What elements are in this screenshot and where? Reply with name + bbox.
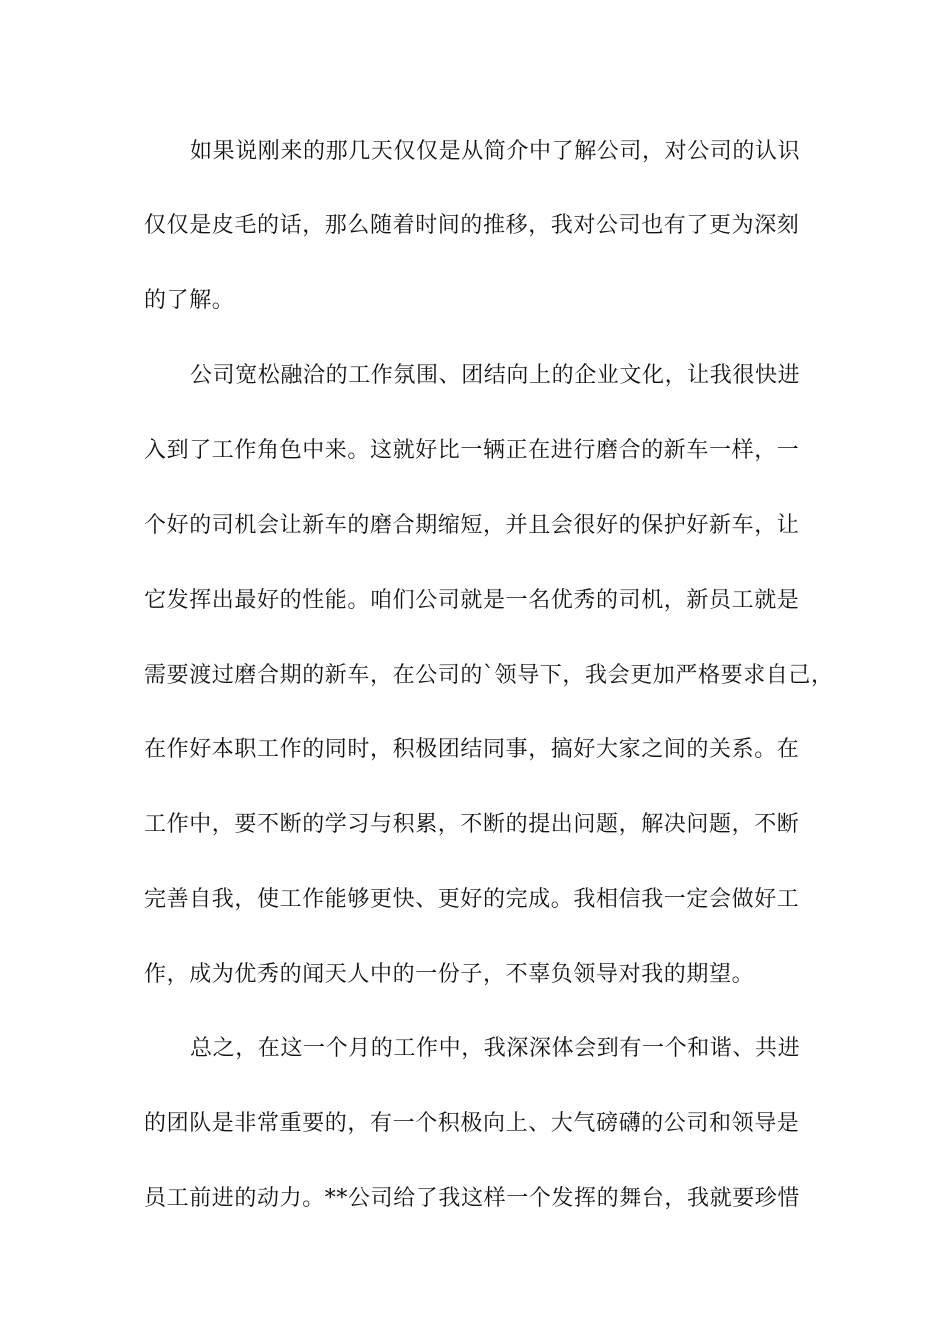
text-line: 作，成为优秀的闻天人中的一份子，不辜负领导对我的期望。 bbox=[144, 962, 755, 987]
text-line: 的了解。 bbox=[144, 288, 235, 313]
text-line: 需要渡过磨合期的新车，在公司的`领导下，我会更加严格要求自己， bbox=[144, 663, 834, 688]
text-line: 如果说刚来的那几天仅仅是从简介中了解公司，对公司的认识 bbox=[190, 139, 801, 164]
text-line: 总之，在这一个月的工作中，我深深体会到有一个和谐、共进 bbox=[190, 1036, 801, 1061]
text-line: 工作中，要不断的学习与积累，不断的提出问题，解决问题，不断 bbox=[144, 812, 800, 837]
text-line: 入到了工作角色中来。这就好比一辆正在进行磨合的新车一样，一 bbox=[144, 438, 800, 463]
text-line: 员工前进的动力。**公司给了我这样一个发挥的舞台，我就要珍惜 bbox=[144, 1186, 801, 1211]
text-line: 公司宽松融洽的工作氛围、团结向上的企业文化，让我很快进 bbox=[190, 363, 801, 388]
text-line: 仅仅是皮毛的话，那么随着时间的推移，我对公司也有了更为深刻 bbox=[144, 213, 800, 238]
text-line: 它发挥出最好的性能。咱们公司就是一名优秀的司机，新员工就是 bbox=[144, 588, 800, 613]
text-line: 在作好本职工作的同时，积极团结同事，搞好大家之间的关系。在 bbox=[144, 737, 800, 762]
text-line: 完善自我，使工作能够更快、更好的完成。我相信我一定会做好工 bbox=[144, 887, 800, 912]
text-line: 的团队是非常重要的，有一个积极向上、大气磅礴的公司和领导是 bbox=[144, 1111, 800, 1136]
text-line: 个好的司机会让新车的磨合期缩短，并且会很好的保护好新车，让 bbox=[144, 513, 800, 538]
